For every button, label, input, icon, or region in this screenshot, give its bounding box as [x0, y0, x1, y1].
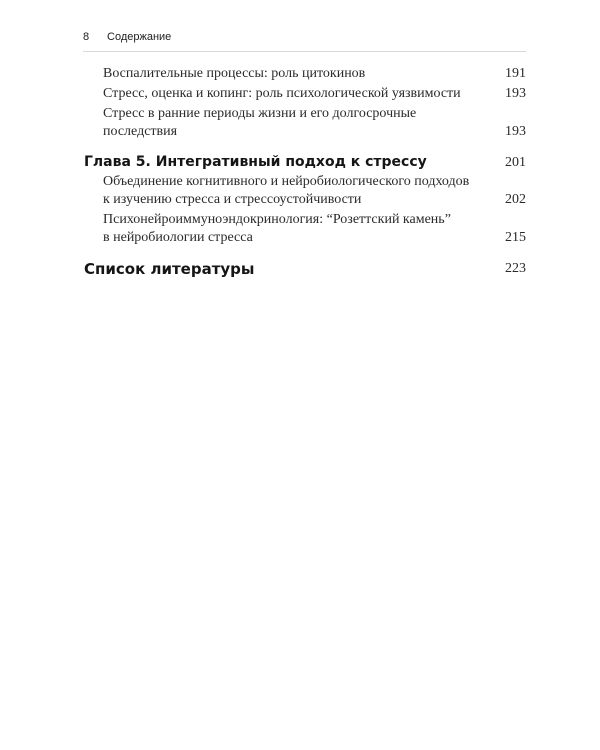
toc-chapter-title: Глава 5. Интегративный подход к стрессу: [84, 154, 427, 170]
running-header: [83, 31, 526, 52]
toc-entry-title-line-1: Стресс в ранние периоды жизни и его долгосрочные: [103, 106, 417, 121]
toc-entry-title-line-1: Объединение когнитивного и нейробиологического подходов: [103, 174, 470, 189]
toc-entry-title: Стресс, оценка и копинг: роль психологической уязвимости: [103, 86, 461, 101]
toc-page-number: 193: [505, 124, 526, 139]
page-number: 8: [83, 31, 90, 43]
toc-page-number: 223: [505, 261, 526, 276]
toc-page-number: 193: [505, 86, 526, 101]
toc-entry-title: Воспалительные процессы: роль цитокинов: [103, 66, 366, 81]
toc-page-number: 191: [505, 66, 526, 81]
running-title: Содержание: [107, 31, 172, 43]
toc-entry-title-line-2: последствия: [103, 124, 178, 139]
toc-page-number: 202: [505, 192, 526, 207]
toc-bibliography-title: Список литературы: [84, 260, 255, 278]
toc-entry-title-line-1: Психонейроиммуноэндокринология: “Розеттский камень”: [103, 212, 451, 227]
toc-entry-title-line-2: к изучению стресса и стрессоустойчивости: [103, 192, 362, 207]
toc-entry-title-line-2: в нейробиологии стресса: [103, 230, 253, 245]
toc-page-number: 215: [505, 230, 526, 245]
toc-page-number: 201: [505, 155, 526, 170]
